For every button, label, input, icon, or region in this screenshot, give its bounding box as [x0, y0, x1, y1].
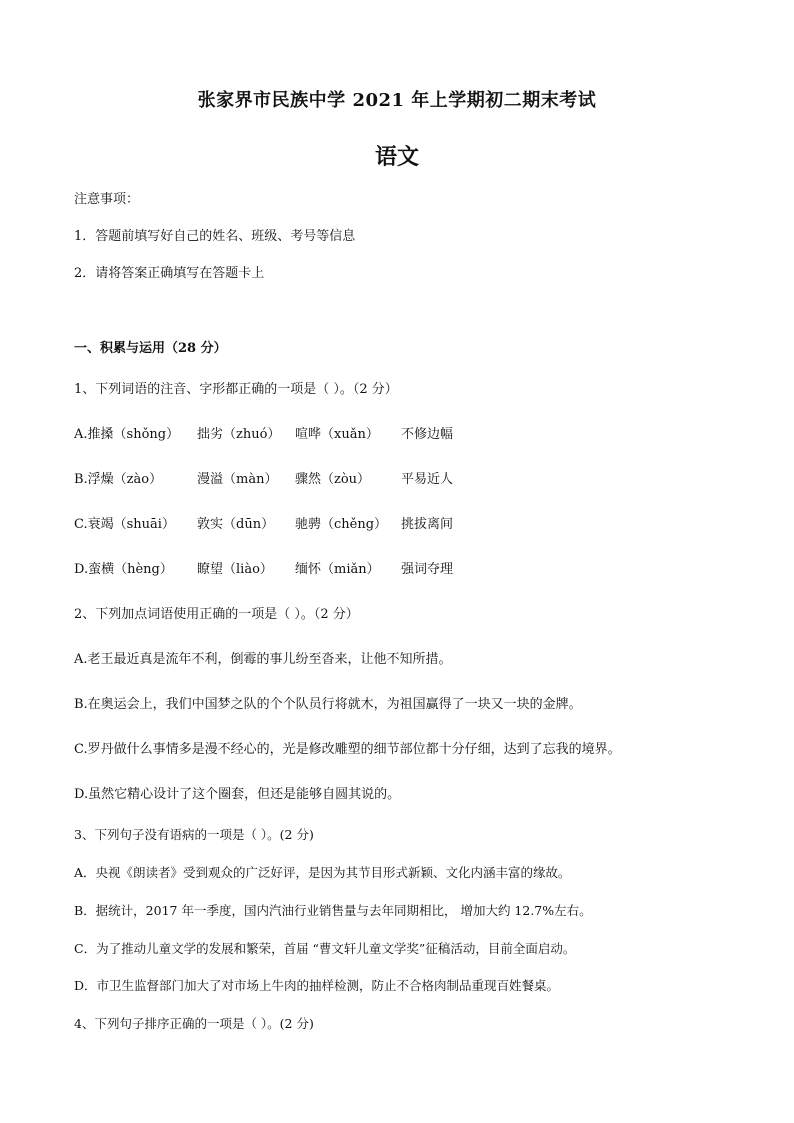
option-word: C.衰竭（shuāi） [74, 517, 175, 532]
option-word: 强词夺理 [401, 562, 454, 577]
option-word: 挑拔离间 [401, 517, 454, 532]
exam-title: 张家界市民族中学 2021 年上学期初二期末考试 [197, 90, 597, 111]
option-word: B.浮燥（zào） [74, 472, 163, 487]
q3-option-b: B．据统计，2017 年一季度，国内汽油行业销售量与去年同期相比， 增加大约 12.7%左右。 [74, 903, 592, 918]
option-word: 拙劣（zhuó） [197, 427, 281, 442]
q3-option-c: C．为了推动儿童文学的发展和繁荣，首届 “曹文轩儿童文学奖”征稿活动，目前全面启动。 [74, 941, 576, 956]
notice-heading: 注意事项： [74, 192, 140, 207]
question-1-stem: 1、下列词语的注音、字形都正确的一项是（ ）。（2 分） [74, 382, 398, 397]
option-word: 喧哗（xuǎn） [295, 427, 379, 442]
option-word: 平易近人 [401, 472, 454, 487]
question-4-stem: 4、下列句子排序正确的一项是（ ）。(2 分) [74, 1016, 314, 1031]
option-word: 漫溢（màn） [197, 472, 278, 487]
notice-item-2: 2．请将答案正确填写在答题卡上 [74, 266, 265, 281]
q2-option-d: D.虽然它精心设计了这个圈套，但还是能够自圆其说的。 [74, 787, 401, 802]
option-word: 驰骋（chěng） [295, 517, 388, 532]
option-word: 骤然（zòu） [295, 472, 371, 487]
question-2-stem: 2、下列加点词语使用正确的一项是（ ）。（2 分） [74, 607, 359, 622]
notice-item-1: 1．答题前填写好自己的姓名、班级、考号等信息 [74, 229, 356, 244]
q2-option-a: A.老王最近真是流年不利，倒霉的事儿纷至沓来，让他不知所措。 [74, 652, 452, 667]
q2-option-b: B.在奥运会上，我们中国梦之队的个个队员行将就木，为祖国赢得了一块又一块的金牌。 [74, 697, 582, 712]
subject-title: 语文 [374, 144, 419, 170]
question-3-stem: 3、下列句子没有语病的一项是（ ）。(2 分) [74, 827, 314, 842]
option-word: 敦实（dūn） [197, 517, 275, 532]
option-word: 缅怀（miǎn） [295, 562, 380, 577]
option-word: A.推搡（shǒng） [74, 427, 180, 442]
option-word: 瞭望（liào） [197, 562, 273, 577]
section-heading: 一、积累与运用（28 分） [74, 341, 227, 356]
option-word: D.蛮横（hèng） [74, 562, 173, 577]
q3-option-a: A．央视《朗读者》受到观众的广泛好评，是因为其节目形式新颖、文化内涵丰富的缘故。 [74, 865, 571, 880]
q2-option-c: C.罗丹做什么事情多是漫不经心的，光是修改雕塑的细节部位都十分仔细，达到了忘我的境界。 [74, 742, 621, 757]
q3-option-d: D．市卫生监督部门加大了对市场上牛肉的抽样检测，防止不合格肉制品重现百姓餐桌。 [74, 978, 560, 993]
option-word: 不修边幅 [401, 427, 454, 442]
